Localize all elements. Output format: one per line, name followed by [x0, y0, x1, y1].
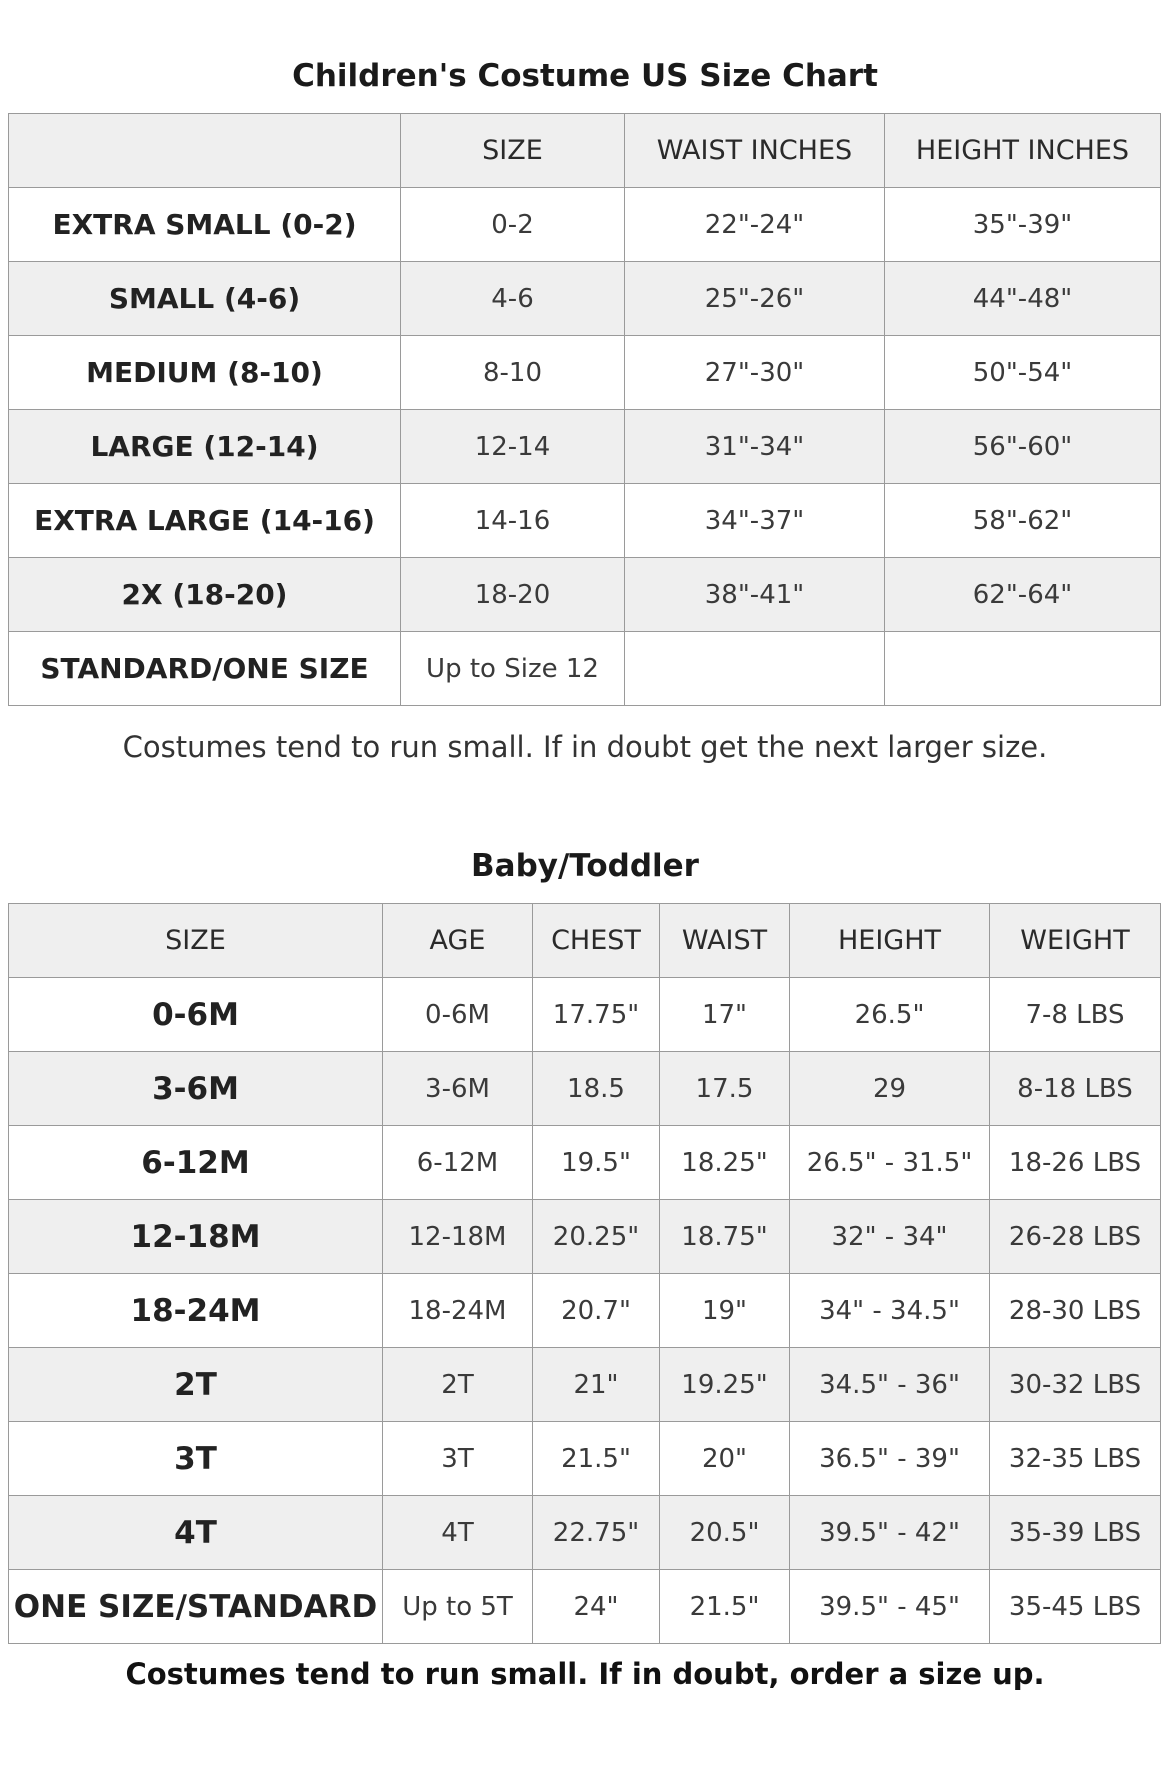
table-cell	[885, 632, 1161, 706]
table-cell: 18.75"	[660, 1200, 790, 1274]
table-cell: 35"-39"	[885, 188, 1161, 262]
table-cell: 31"-34"	[625, 410, 885, 484]
table-cell: 39.5" - 42"	[790, 1496, 990, 1570]
table-row	[9, 1496, 1161, 1570]
table-cell: 3-6M	[383, 1052, 533, 1126]
table-cell: 32-35 LBS	[990, 1422, 1161, 1496]
table-cell: 30-32 LBS	[990, 1348, 1161, 1422]
table-cell: 44"-48"	[885, 262, 1161, 336]
table-cell: 18-24M	[383, 1274, 533, 1348]
table-cell: Up to Size 12	[401, 632, 625, 706]
size-label-cell: 12-18M	[9, 1200, 383, 1274]
table-cell: 0-6M	[383, 978, 533, 1052]
table-row	[9, 978, 1161, 1052]
table-cell: 14-16	[401, 484, 625, 558]
table-cell: 7-8 LBS	[990, 978, 1161, 1052]
table-cell: 32" - 34"	[790, 1200, 990, 1274]
table-cell: 29	[790, 1052, 990, 1126]
header-cell: SIZE	[401, 114, 625, 188]
header-cell	[9, 114, 401, 188]
table-cell: 28-30 LBS	[990, 1274, 1161, 1348]
size-label-cell: 2T	[9, 1348, 383, 1422]
size-label-cell: LARGE (12-14)	[9, 410, 401, 484]
table-cell: 8-18 LBS	[990, 1052, 1161, 1126]
header-cell: CHEST	[533, 904, 660, 978]
table-row	[9, 336, 1161, 410]
table-cell: 4-6	[401, 262, 625, 336]
table-row	[9, 1126, 1161, 1200]
baby-size-table	[8, 903, 1161, 1644]
table-cell: 56"-60"	[885, 410, 1161, 484]
table-row	[9, 188, 1161, 262]
header-cell: HEIGHT	[790, 904, 990, 978]
table-cell: 26-28 LBS	[990, 1200, 1161, 1274]
table-cell: 17"	[660, 978, 790, 1052]
table-cell: 21.5"	[660, 1570, 790, 1644]
size-label-cell: 3-6M	[9, 1052, 383, 1126]
table-cell: 18.25"	[660, 1126, 790, 1200]
size-label-cell: ONE SIZE/STANDARD	[9, 1570, 383, 1644]
table-row	[9, 484, 1161, 558]
table-row	[9, 1200, 1161, 1274]
table-cell: 58"-62"	[885, 484, 1161, 558]
header-cell: AGE	[383, 904, 533, 978]
table-cell: 25"-26"	[625, 262, 885, 336]
table-cell: 35-39 LBS	[990, 1496, 1161, 1570]
table-row	[9, 262, 1161, 336]
table-cell: 34"-37"	[625, 484, 885, 558]
size-label-cell: 2X (18-20)	[9, 558, 401, 632]
table-row	[9, 410, 1161, 484]
table-cell: 20.5"	[660, 1496, 790, 1570]
table-cell: 19"	[660, 1274, 790, 1348]
table-cell: 6-12M	[383, 1126, 533, 1200]
table-cell: 35-45 LBS	[990, 1570, 1161, 1644]
size-label-cell: 3T	[9, 1422, 383, 1496]
header-cell: WEIGHT	[990, 904, 1161, 978]
size-label-cell: 0-6M	[9, 978, 383, 1052]
size-label-cell: 18-24M	[9, 1274, 383, 1348]
kids-size-table	[8, 113, 1161, 706]
header-cell: WAIST	[660, 904, 790, 978]
size-label-cell: 4T	[9, 1496, 383, 1570]
header-cell: WAIST INCHES	[625, 114, 885, 188]
size-label-cell: SMALL (4-6)	[9, 262, 401, 336]
table-cell: 20.7"	[533, 1274, 660, 1348]
table-cell: 27"-30"	[625, 336, 885, 410]
table-cell: 19.5"	[533, 1126, 660, 1200]
baby-sizing-note: Costumes tend to run small. If in doubt, order a size up.	[125, 1657, 1045, 1691]
size-label-cell: STANDARD/ONE SIZE	[9, 632, 401, 706]
table-cell: 18-26 LBS	[990, 1126, 1161, 1200]
table-cell: 22"-24"	[625, 188, 885, 262]
table-cell: 12-14	[401, 410, 625, 484]
table-header-row	[9, 114, 1161, 188]
table-cell: 0-2	[401, 188, 625, 262]
table-cell: 19.25"	[660, 1348, 790, 1422]
table-cell: 34.5" - 36"	[790, 1348, 990, 1422]
table-cell: Up to 5T	[383, 1570, 533, 1644]
table-cell: 8-10	[401, 336, 625, 410]
table-row	[9, 1348, 1161, 1422]
table-cell: 18.5	[533, 1052, 660, 1126]
table-row	[9, 1422, 1161, 1496]
table-cell: 39.5" - 45"	[790, 1570, 990, 1644]
size-label-cell: EXTRA SMALL (0-2)	[9, 188, 401, 262]
table-cell: 36.5" - 39"	[790, 1422, 990, 1496]
table-cell: 3T	[383, 1422, 533, 1496]
table-row	[9, 1570, 1161, 1644]
table-cell: 22.75"	[533, 1496, 660, 1570]
table-cell: 26.5"	[790, 978, 990, 1052]
table-cell: 62"-64"	[885, 558, 1161, 632]
table-cell: 17.5	[660, 1052, 790, 1126]
header-cell: SIZE	[9, 904, 383, 978]
kids-chart-title: Children's Costume US Size Chart	[292, 58, 878, 94]
table-cell: 50"-54"	[885, 336, 1161, 410]
table-row	[9, 1274, 1161, 1348]
table-cell: 26.5" - 31.5"	[790, 1126, 990, 1200]
table-cell: 21"	[533, 1348, 660, 1422]
table-cell: 21.5"	[533, 1422, 660, 1496]
table-cell: 12-18M	[383, 1200, 533, 1274]
baby-chart-title: Baby/Toddler	[471, 848, 699, 884]
kids-sizing-note: Costumes tend to run small. If in doubt get the next larger size.	[122, 730, 1048, 764]
table-cell: 18-20	[401, 558, 625, 632]
size-label-cell: 6-12M	[9, 1126, 383, 1200]
table-cell: 38"-41"	[625, 558, 885, 632]
size-label-cell: MEDIUM (8-10)	[9, 336, 401, 410]
size-label-cell: EXTRA LARGE (14-16)	[9, 484, 401, 558]
header-cell: HEIGHT INCHES	[885, 114, 1161, 188]
table-cell: 20.25"	[533, 1200, 660, 1274]
table-header-row	[9, 904, 1161, 978]
table-cell: 34" - 34.5"	[790, 1274, 990, 1348]
table-cell: 24"	[533, 1570, 660, 1644]
table-row	[9, 632, 1161, 706]
table-cell: 17.75"	[533, 978, 660, 1052]
table-cell: 2T	[383, 1348, 533, 1422]
table-cell: 20"	[660, 1422, 790, 1496]
table-row	[9, 558, 1161, 632]
table-cell	[625, 632, 885, 706]
table-cell: 4T	[383, 1496, 533, 1570]
table-row	[9, 1052, 1161, 1126]
